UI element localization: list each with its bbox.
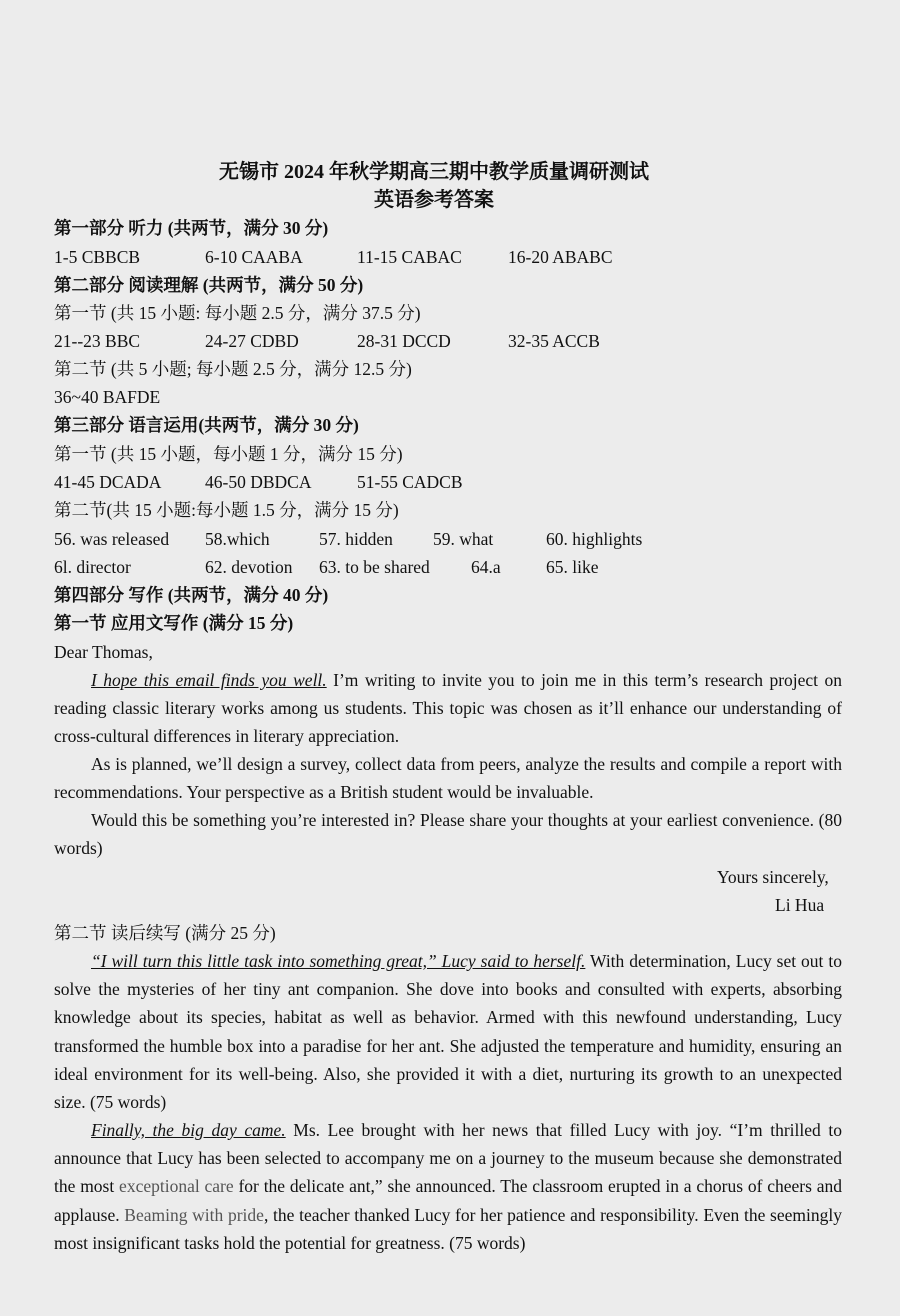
answer-item: 62. devotion: [205, 557, 293, 577]
underlined-opening: Finally, the big day came.: [91, 1120, 286, 1140]
continuation-paragraph-2: [54, 1116, 842, 1257]
document-title: 无锡市 2024 年秋学期高三期中教学质量调研测试: [219, 161, 649, 183]
answer-item: 58.which: [205, 529, 270, 549]
answer-group: 24-27 CDBD: [205, 331, 299, 351]
part2-section1-heading: 第一节 (共 15 小题: 每小题 2.5 分，满分 37.5 分): [54, 303, 421, 323]
paragraph-text: for the delicate ant,” she announced. The classroom erupted in a chorus of cheers and applause.: [54, 1176, 842, 1225]
paragraph-text: Ms. Lee brought with her news that filled Lucy with joy. “I’m thrilled to announce that Lucy has been selected to accompany me on a journey to the museum because she demonstrated the most: [54, 1120, 842, 1197]
part4-heading: 第四部分 写作 (共两节，满分 40 分): [54, 585, 329, 605]
part3-heading: 第三部分 语言运用(共两节，满分 30 分): [54, 415, 359, 435]
answer-item: 59. what: [433, 529, 494, 549]
part2-answers1: [54, 329, 842, 353]
answer-item: 65. like: [546, 557, 599, 577]
answer-group: 16-20 ABABC: [508, 247, 613, 267]
answer-group: 28-31 DCCD: [357, 331, 451, 351]
paragraph-text: With determination, Lucy set out to solve the mysteries of her tiny ant companion. She dove into books and consulted with experts, absorbing knowledge about its species, habitat as well as behavior. Armed with this newfound understanding, Lucy transformed the humble box into a paradise for her ant. She adjusted the temperature and humidity, ensuring an ideal environment for its well-being. Also, she provided it with a diet, nurturing its growth to an unexpected size. (75 words): [54, 951, 842, 1113]
part2-heading: 第二部分 阅读理解 (共两节，满分 50 分): [54, 275, 364, 295]
answer-group: 46-50 DBDCA: [205, 472, 312, 492]
answer-item: 60. highlights: [546, 529, 643, 549]
part2-answers2: 36~40 BAFDE: [54, 387, 161, 407]
letter-closing: Yours sincerely,: [717, 867, 829, 887]
part3-answers2-row2: [54, 555, 842, 579]
letter-greeting: Dear Thomas,: [54, 642, 153, 662]
underlined-opening: “I will turn this little task into something great,” Lucy said to herself.: [91, 951, 586, 971]
answer-item: 56. was released: [54, 529, 170, 549]
answer-group: 32-35 ACCB: [508, 331, 600, 351]
part1-answers: [54, 245, 842, 269]
answer-item: 64.a: [471, 557, 501, 577]
part3-answers1: [54, 470, 842, 494]
underlined-opening: I hope this email finds you well.: [91, 670, 327, 690]
answer-item: 57. hidden: [319, 529, 393, 549]
answer-group: 1-5 CBBCB: [54, 247, 141, 267]
paragraph-text: , the teacher thanked Lucy for her patience and responsibility. Even the seemingly most insignificant tasks hold the potential for greatness. (75 words): [54, 1204, 842, 1253]
letter-signature: Li Hua: [775, 895, 825, 915]
part2-section2-heading: 第二节 (共 5 小题; 每小题 2.5 分，满分 12.5 分): [54, 359, 412, 379]
part4-section1-heading: 第一节 应用文写作 (满分 15 分): [54, 613, 294, 633]
part1-heading: 第一部分 听力 (共两节，满分 30 分): [54, 218, 329, 238]
part3-section2-heading: 第二节(共 15 小题:每小题 1.5 分，满分 15 分): [54, 500, 399, 520]
answer-item: 63. to be shared: [319, 557, 430, 577]
letter-paragraph-2: As is planned, we’ll design a survey, collect data from peers, analyze the results and compile a report with recommendations. Your perspective as a British student would be invaluable.: [54, 754, 842, 803]
letter-paragraph-1: [54, 666, 842, 751]
letter-paragraph-3: Would this be something you’re interested in? Please share your thoughts at your earliest convenience. (80 words): [54, 810, 842, 859]
document-subtitle: 英语参考答案: [374, 189, 494, 211]
part3-section1-heading: 第一节 (共 15 小题，每小题 1 分，满分 15 分): [54, 444, 403, 464]
answer-item: 6l. director: [54, 557, 131, 577]
part3-answers2-row1: [54, 527, 842, 551]
answer-group: 11-15 CABAC: [357, 247, 462, 267]
highlighted-phrase: Beaming with pride: [124, 1204, 264, 1225]
answer-group: 21--23 BBC: [54, 331, 141, 351]
continuation-paragraph-1: [54, 947, 842, 1116]
paragraph-text: I’m writing to invite you to join me in this term’s research project on reading classic literary works among us students. This topic was chosen as it’ll enhance our understanding of cross-cultural differences in literary appreciation.: [54, 670, 842, 747]
answer-group: 6-10 CAABA: [205, 247, 303, 267]
answer-group: 41-45 DCADA: [54, 472, 162, 492]
highlighted-phrase: exceptional care: [119, 1176, 234, 1197]
part4-section2-heading: 第二节 读后续写 (满分 25 分): [54, 923, 276, 943]
answer-group: 51-55 CADCB: [357, 472, 463, 492]
